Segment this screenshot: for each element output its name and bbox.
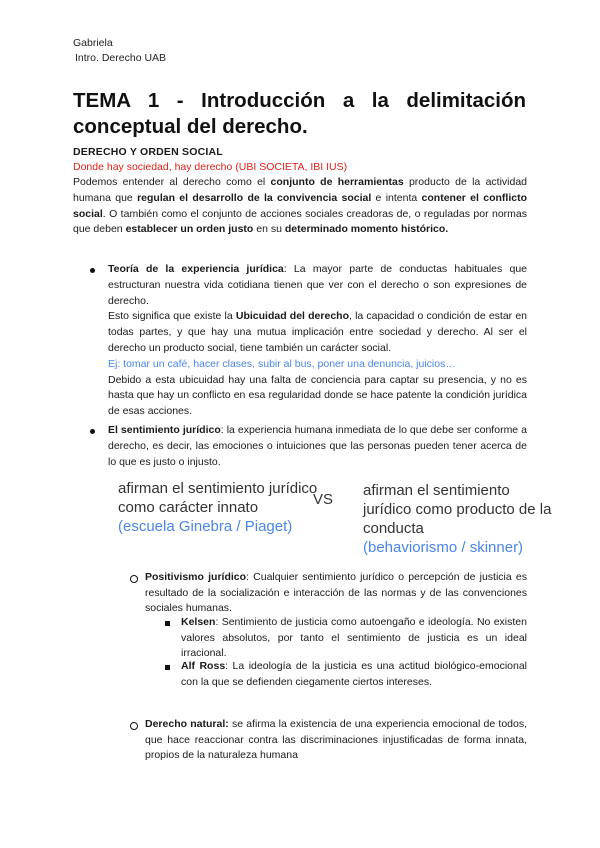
intro-run: conjunto de herramientas: [270, 176, 404, 188]
page-title: TEMA 1 - Introducción a la delimitación conceptual del derecho.: [73, 89, 526, 138]
b1-paragraph-2: [108, 309, 527, 356]
comparison-left: [118, 479, 318, 536]
positivismo-rest: : Cualquier sentimiento jurídico o percepción de justicia es resultado de la socialización e interacción de las normas y de las convenciones sociales humanas.: [145, 571, 527, 615]
intro-run: en su: [253, 223, 285, 236]
section-motto: Donde hay sociedad, hay derecho (UBI SOCIETA, IBI IUS): [73, 161, 348, 173]
bullet-dot-icon: [90, 429, 95, 434]
comparison-left-sub: (escuela Ginebra / Piaget): [118, 518, 293, 535]
header-author: Gabriela: [73, 37, 113, 49]
b1-example: Ej: tomar un café, hacer clases, subir al bus, poner una denuncia, juicios…: [108, 357, 456, 370]
intro-run: . O también como el conjunto de acciones sociales creadoras de, o reguladas por normas que deben: [73, 207, 527, 236]
intro-run: e intenta: [371, 191, 422, 204]
positivismo-item: [145, 570, 527, 617]
positivismo-term: Positivismo jurídico: [145, 571, 247, 583]
natural-term: Derecho natural:: [145, 718, 229, 730]
b2-paragraph: [108, 423, 527, 470]
intro-run: producto de la actividad humana que: [73, 176, 528, 204]
b2-term: El sentimiento jurídico: [108, 424, 221, 436]
natural-rest: se afirma la existencia de una experiencia emocional de todos, que hace reaccionar contra las discriminaciones injustificadas de forma innata, propios de la naturaleza humana: [145, 718, 527, 762]
comparison-vs: VS: [313, 491, 334, 508]
kelsen-rest: : Sentimiento de justicia como autoengaño e ideología. No existen valores absolutos, por tanto el sentimiento de justicia es un ideal irracional.: [181, 616, 527, 660]
comparison-left-text: afirman el sentimiento jurídico como carácter innato: [118, 480, 318, 516]
intro-run: establecer un orden justo: [125, 223, 254, 236]
intro-run: regulan el desarrollo de la convivencia social: [137, 191, 372, 204]
b2-rest: : la experiencia humana inmediata de lo que debe ser conforme a derecho, es decir, las emociones o intuiciones que las personas pueden tener acerca de lo que es justo o injusto.: [108, 424, 527, 468]
intro-paragraph: [73, 175, 527, 238]
square-bullet-icon: [165, 665, 170, 670]
intro-run: Podemos entender al derecho como el: [73, 176, 271, 188]
intro-run: contener el conflicto social: [73, 191, 527, 220]
comparison-right-text: afirman el sentimiento jurídico como producto de la conducta: [363, 482, 552, 537]
b1-paragraph-1: [108, 262, 527, 309]
hollow-bullet-icon: [130, 722, 138, 730]
intro-run: determinado momento histórico.: [284, 223, 449, 236]
ross-term: Alf Ross: [181, 660, 226, 672]
ross-item: [181, 659, 527, 690]
b1-paragraph-4: Debido a esta ubicuidad hay una falta de conciencia para captar su presencia, y no es hasta que hay un conflicto en esa regularidad donde se hace patente la condición jurídica de esas acciones.: [108, 373, 527, 418]
section-heading: DERECHO Y ORDEN SOCIAL: [73, 146, 223, 158]
derecho-natural-item: [145, 717, 527, 764]
hollow-bullet-icon: [130, 575, 138, 583]
bullet-experiencia-juridica: [90, 262, 527, 420]
b1-term: Teoría de la experiencia jurídica: [108, 263, 284, 275]
b1-p2-bold: Ubicuidad del derecho: [235, 310, 349, 323]
square-bullet-icon: [165, 621, 170, 626]
b1-rest: : La mayor parte de conductas habituales que estructuran nuestra vida cotidiana tienen que ver con el derecho o son expresiones de derecho.: [108, 263, 527, 307]
kelsen-term: Kelsen: [181, 616, 216, 628]
b1-p2-pre: Esto significa que existe la: [108, 310, 236, 323]
comparison-right-sub: (behaviorismo / skinner): [363, 539, 524, 556]
ross-rest: : La ideología de la justicia es una actitud biológico-emocional con la que se defienden ciegamente ciertos intereses.: [181, 660, 527, 688]
b1-p2-post: , la capacidad o condición de estar en todas partes, y que hay una mutua implicación entre sociedad y derecho. Al ser el derecho un producto social, tiene también un carácter social.: [108, 310, 528, 354]
comparison-right: [363, 481, 553, 557]
kelsen-item: [181, 615, 527, 662]
bullet-sentimiento-juridico: [90, 423, 527, 470]
bullet-dot-icon: [90, 268, 95, 273]
header-course: Intro. Derecho UAB: [75, 52, 167, 64]
